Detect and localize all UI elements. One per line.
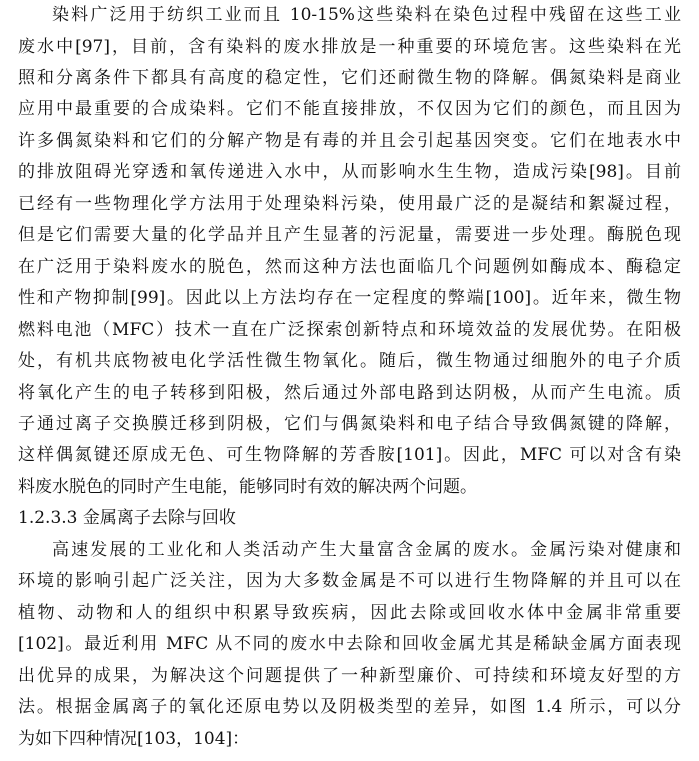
paragraph-line: 许多偶氮染料和它们的分解产物是有毒的并且会引起基因突变。它们在地表水中: [18, 130, 681, 151]
paragraph-line: 应用中最重要的合成染料。它们不能直接排放，不仅因为它们的颜色，而且因为: [18, 99, 681, 120]
paragraph-line: 处，有机共底物被电化学活性微生物氧化。随后，微生物通过细胞外的电子介质: [18, 351, 681, 371]
paragraph-line: 已经有一些物理化学方法用于处理染料污染，使用最广泛的是凝结和絮凝过程，: [18, 193, 681, 214]
paragraph-line: [102]。最近利用 MFC 从不同的废水中去除和回收金属尤其是稀缺金属方面表现: [18, 634, 681, 655]
paragraph-line: 废水中[97]，目前，含有染料的废水排放是一种重要的环境危害。这些染料在光: [18, 36, 681, 57]
paragraph-line: 法。根据金属离子的氧化还原电势以及阴极类型的差异，如图 1.4 所示，可以分: [18, 697, 681, 718]
paragraph-line: 植物、动物和人的组织中积累导致疾病，因此去除或回收水体中金属非常重要: [18, 602, 681, 623]
paragraph-line: 这样偶氮键还原成无色、可生物降解的芳香胺[101]。因此，MFC 可以对含有染: [18, 445, 681, 466]
paragraph-line: 在广泛用于染料废水的脱色，然而这种方法也面临几个问题例如酶成本、酶稳定: [18, 256, 681, 277]
paragraph-line: 高速发展的工业化和人类活动产生大量富含金属的废水。金属污染对健康和: [52, 539, 681, 560]
paragraph-line: 料废水脱色的同时产生电能，能够同时有效的解决两个问题。: [18, 476, 477, 497]
paragraph-line: 性和产物抑制[99]。因此以上方法均存在一定程度的弊端[100]。近年来，微生物: [18, 288, 681, 309]
paragraph-line: 出优异的成果，为解决这个问题提供了一种新型廉价、可持续和环境友好型的方: [18, 665, 681, 686]
paragraph-line: 为如下四种情况[103，104]：: [18, 728, 250, 749]
paragraph-line: 的排放阻碍光穿透和氧传递进入水中，从而影响水生生物，造成污染[98]。目前: [18, 162, 681, 183]
paragraph-line: 环境的影响引起广泛关注，因为大多数金属是不可以进行生物降解的并且可以在: [18, 571, 681, 592]
paragraph-line: 子通过离子交换膜迁移到阴极，它们与偶氮染料和电子结合导致偶氮键的降解，: [18, 414, 681, 434]
section-heading: 1.2.3.3 金属离子去除与回收: [18, 508, 236, 529]
paragraph-line: 将氧化产生的电子转移到阳极，然后通过外部电路到达阴极，从而产生电流。质: [18, 382, 681, 403]
paragraph-line: 燃料电池（MFC）技术一直在广泛探索创新特点和环境效益的发展优势。在阳极: [18, 319, 681, 340]
paragraph-line: 但是它们需要大量的化学品并且产生显著的污泥量，需要进一步处理。酶脱色现: [18, 225, 681, 246]
paragraph-line: 染料广泛用于纺织工业而且 10-15%这些染料在染色过程中残留在这些工业: [52, 5, 681, 25]
paragraph-line: 照和分离条件下都具有高度的稳定性，它们还耐微生物的降解。偶氮染料是商业: [18, 67, 681, 88]
